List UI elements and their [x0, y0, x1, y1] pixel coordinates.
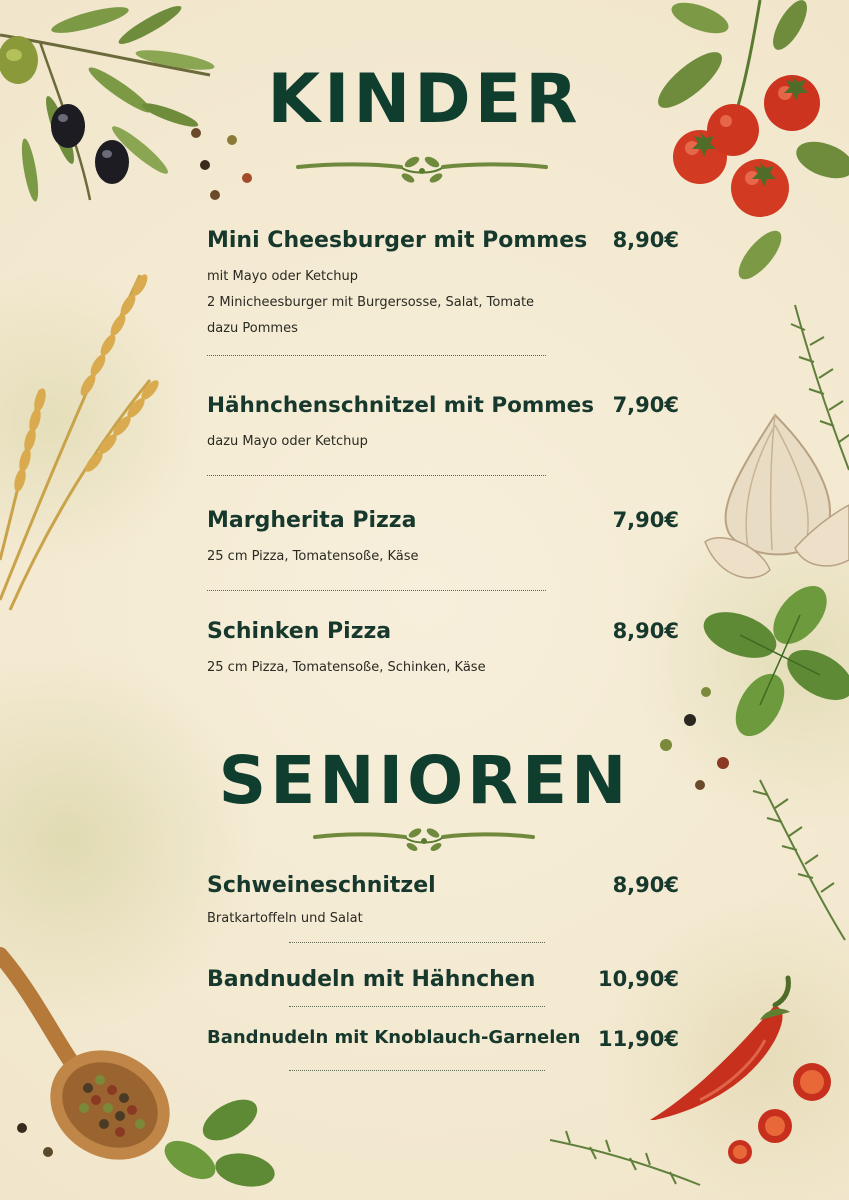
item-description-line: dazu Pommes	[207, 321, 298, 336]
item-description-line: dazu Mayo oder Ketchup	[207, 434, 368, 449]
dotted-divider	[207, 590, 546, 591]
item-price: 11,90€	[597, 1027, 679, 1051]
menu-item	[207, 873, 679, 933]
item-description-line: 25 cm Pizza, Tomatensoße, Käse	[207, 549, 419, 564]
dotted-divider	[289, 1006, 545, 1007]
item-price: 8,90€	[612, 228, 679, 252]
flourish-divider-icon	[296, 154, 548, 188]
wheat-stalks-icon	[0, 272, 162, 610]
item-price: 8,90€	[612, 619, 679, 643]
dotted-divider	[289, 1070, 545, 1071]
garlic-icon	[705, 415, 849, 578]
cherry-tomatoes-icon	[650, 0, 849, 286]
item-price: 10,90€	[597, 967, 679, 991]
chili-slices-icon	[728, 1063, 831, 1164]
menu-item	[207, 619, 679, 679]
item-price: 8,90€	[612, 873, 679, 897]
item-description	[207, 264, 534, 342]
wooden-spoon-icon	[0, 955, 190, 1181]
item-name: Bandnudeln mit Knoblauch-Garnelen	[207, 1027, 581, 1048]
item-description	[207, 544, 419, 570]
item-description-line: mit Mayo oder Ketchup	[207, 269, 358, 284]
item-price: 7,90€	[612, 393, 679, 417]
item-description	[207, 429, 368, 455]
menu-item	[207, 393, 679, 453]
dotted-divider	[289, 942, 545, 943]
item-name: Schinken Pizza	[207, 619, 392, 644]
dotted-divider	[207, 355, 546, 356]
menu-item	[207, 228, 679, 358]
menu-item	[207, 508, 679, 568]
item-name: Margherita Pizza	[207, 508, 417, 533]
item-description	[207, 906, 363, 932]
item-name: Hähnchenschnitzel mit Pommes	[207, 393, 595, 418]
item-description-line: Bratkartoffeln und Salat	[207, 911, 363, 926]
menu-item	[207, 967, 679, 999]
item-description	[207, 655, 486, 681]
dotted-divider	[207, 475, 546, 476]
menu-item	[207, 1027, 679, 1059]
item-name: Bandnudeln mit Hähnchen	[207, 967, 536, 992]
item-name: Mini Cheesburger mit Pommes	[207, 228, 588, 253]
section-title: KINDER	[267, 60, 582, 139]
flourish-divider-icon	[313, 826, 535, 858]
item-price: 7,90€	[612, 508, 679, 532]
item-description-line: 25 cm Pizza, Tomatensoße, Schinken, Käse	[207, 660, 486, 675]
item-name: Schweineschnitzel	[207, 873, 436, 898]
section-title: SENIOREN	[218, 742, 631, 819]
item-description-line: 2 Minicheesburger mit Burgersosse, Salat, Tomate	[207, 295, 535, 310]
